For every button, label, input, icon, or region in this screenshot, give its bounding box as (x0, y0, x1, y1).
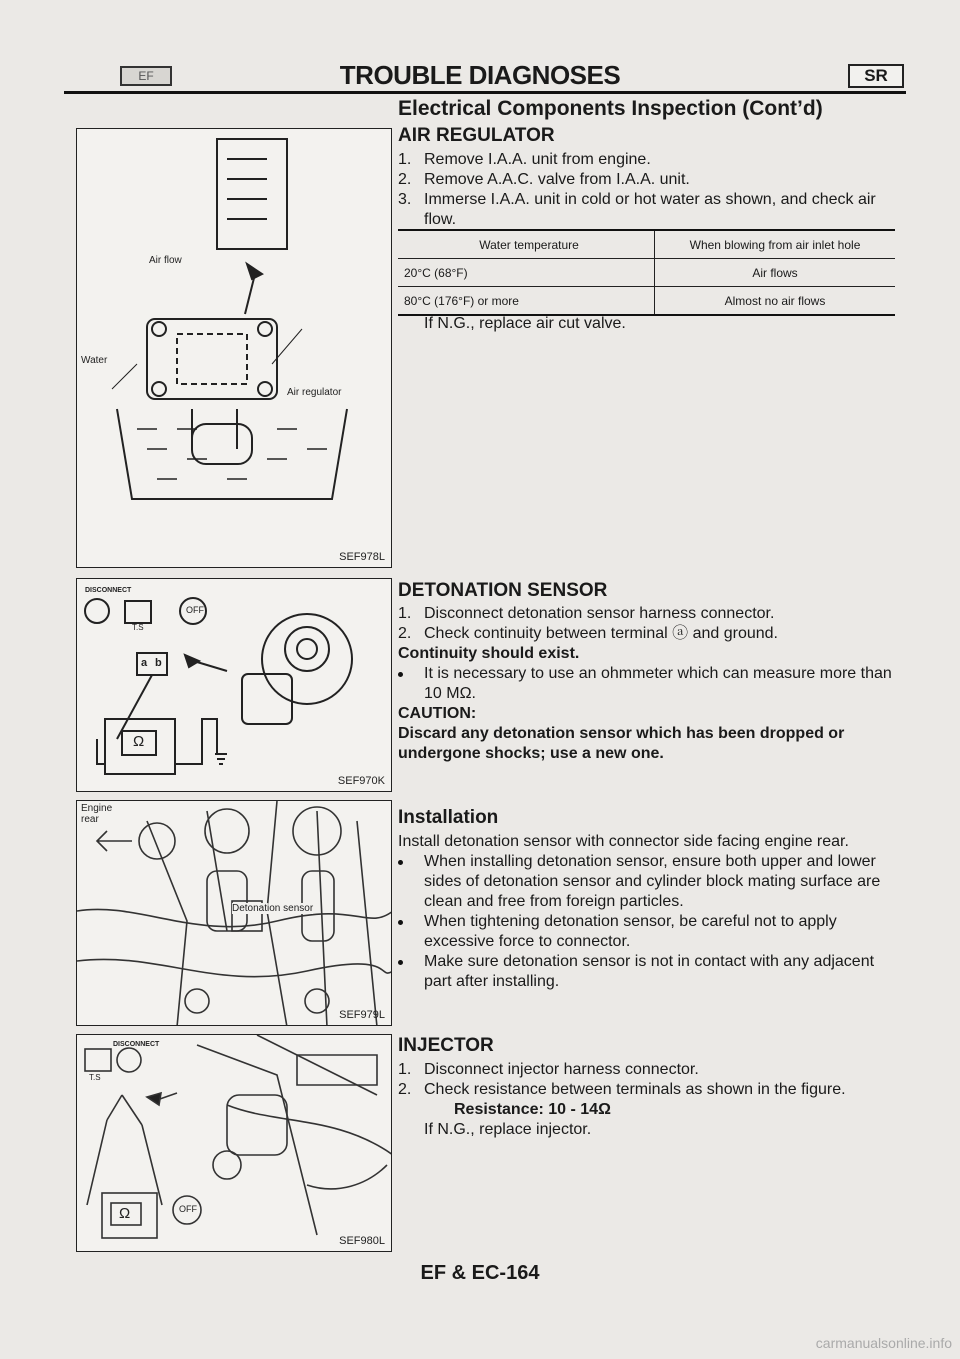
step-1: 1. Disconnect injector harness connector. (398, 1061, 699, 1078)
bullet-item: When tightening detonation sensor, be careful not to apply excessive force to connector. (398, 912, 898, 952)
step-1: 1. Disconnect detonation sensor harness connector. (398, 605, 775, 622)
figure-injector-check (76, 1034, 392, 1252)
installation-body (398, 832, 898, 992)
label-air-regulator: Air regulator (287, 387, 342, 398)
figure-air-regulator (76, 128, 392, 568)
section-badge-right: SR (848, 64, 904, 88)
caution-text: Discard any detonation sensor which has been dropped or undergone shocks; use a new one. (398, 725, 845, 762)
figure-code: SEF979L (339, 1009, 385, 1021)
air-regulator-drawing (77, 129, 392, 568)
table-cell: Almost no air flows (655, 287, 896, 316)
table-cell: 80°C (176°F) or more (398, 287, 655, 316)
label-detonation-sensor: Detonation sensor (232, 903, 314, 914)
air-regulator-ng-note: If N.G., replace air cut valve. (424, 315, 626, 332)
ohm-symbol: Ω (133, 733, 145, 750)
label-off: OFF (186, 605, 204, 615)
injector-ng-note: If N.G., replace injector. (424, 1121, 592, 1138)
label-water: Water (81, 355, 108, 366)
detonation-steps (398, 604, 898, 764)
installation-intro: Install detonation sensor with connector side facing engine rear. (398, 833, 849, 850)
step-2: 2. Remove A.A.C. valve from I.A.A. unit. (398, 171, 690, 188)
step-3: 3. Immerse I.A.A. unit in cold or hot water as shown, and check air flow. (398, 191, 876, 228)
figure-code: SEF978L (339, 551, 385, 563)
section-badge-left: EF (120, 66, 172, 86)
table-cell: 20°C (68°F) (398, 259, 655, 287)
label-ts: T.S (132, 623, 144, 632)
table-row (398, 287, 895, 316)
bullet-icon (398, 960, 403, 965)
label-engine-rear: Engine rear (81, 803, 121, 825)
continuity-spec: Continuity should exist. (398, 645, 580, 662)
heading-injector: INJECTOR (398, 1035, 494, 1056)
page-number: EF & EC-164 (420, 1262, 540, 1284)
heading-installation: Installation (398, 807, 499, 828)
bullet-item: It is necessary to use an ohmmeter which can measure more than 10 MΩ. (398, 664, 898, 704)
heading-detonation-sensor: DETONATION SENSOR (398, 580, 608, 601)
table-header: When blowing from air inlet hole (655, 230, 896, 259)
section-title: Electrical Components Inspection (Cont’d) (398, 97, 823, 120)
table-header: Water temperature (398, 230, 655, 259)
step-1: 1. Remove I.A.A. unit from engine. (398, 151, 651, 168)
step-2: 2. Check resistance between terminals as shown in the figure. (398, 1081, 846, 1098)
figure-detonation-location (76, 800, 392, 1026)
bullet-item: When installing detonation sensor, ensure both upper and lower sides of detonation sensor and cylinder block mating surface are clean and free from foreign particles. (398, 852, 898, 912)
bullet-icon (398, 860, 403, 865)
figure-code: SEF980L (339, 1235, 385, 1247)
watermark: carmanualsonline.info (815, 1335, 952, 1351)
figure-detonation-check (76, 578, 392, 792)
label-terminal-a: a (141, 657, 148, 669)
bullet-icon (398, 672, 403, 677)
table-header-row (398, 230, 895, 259)
air-flow-table (398, 229, 895, 316)
caution-label: CAUTION: (398, 705, 477, 722)
detonation-check-drawing (77, 579, 392, 792)
label-air-flow: Air flow (149, 255, 182, 266)
heading-air-regulator: AIR REGULATOR (398, 125, 555, 146)
injector-steps (398, 1060, 903, 1140)
resistance-spec: Resistance: 10 - 14Ω (454, 1101, 611, 1118)
table-cell: Air flows (655, 259, 896, 287)
label-disconnect: DISCONNECT (113, 1041, 160, 1048)
table-row (398, 259, 895, 287)
air-regulator-steps (398, 150, 898, 230)
ohm-symbol: Ω (119, 1205, 131, 1222)
label-disconnect: DISCONNECT (85, 587, 132, 594)
figure-code: SEF970K (337, 775, 385, 787)
page-title: TROUBLE DIAGNOSES (339, 60, 621, 90)
label-terminal-b: b (155, 657, 162, 669)
label-ts: T.S (89, 1073, 101, 1082)
label-off: OFF (179, 1204, 197, 1214)
header-rule (64, 91, 906, 94)
step-2: 2. Check continuity between terminal ⓐ and ground. (398, 625, 778, 642)
bullet-icon (398, 920, 403, 925)
bullet-item: Make sure detonation sensor is not in contact with any adjacent part after installing. (398, 952, 898, 992)
